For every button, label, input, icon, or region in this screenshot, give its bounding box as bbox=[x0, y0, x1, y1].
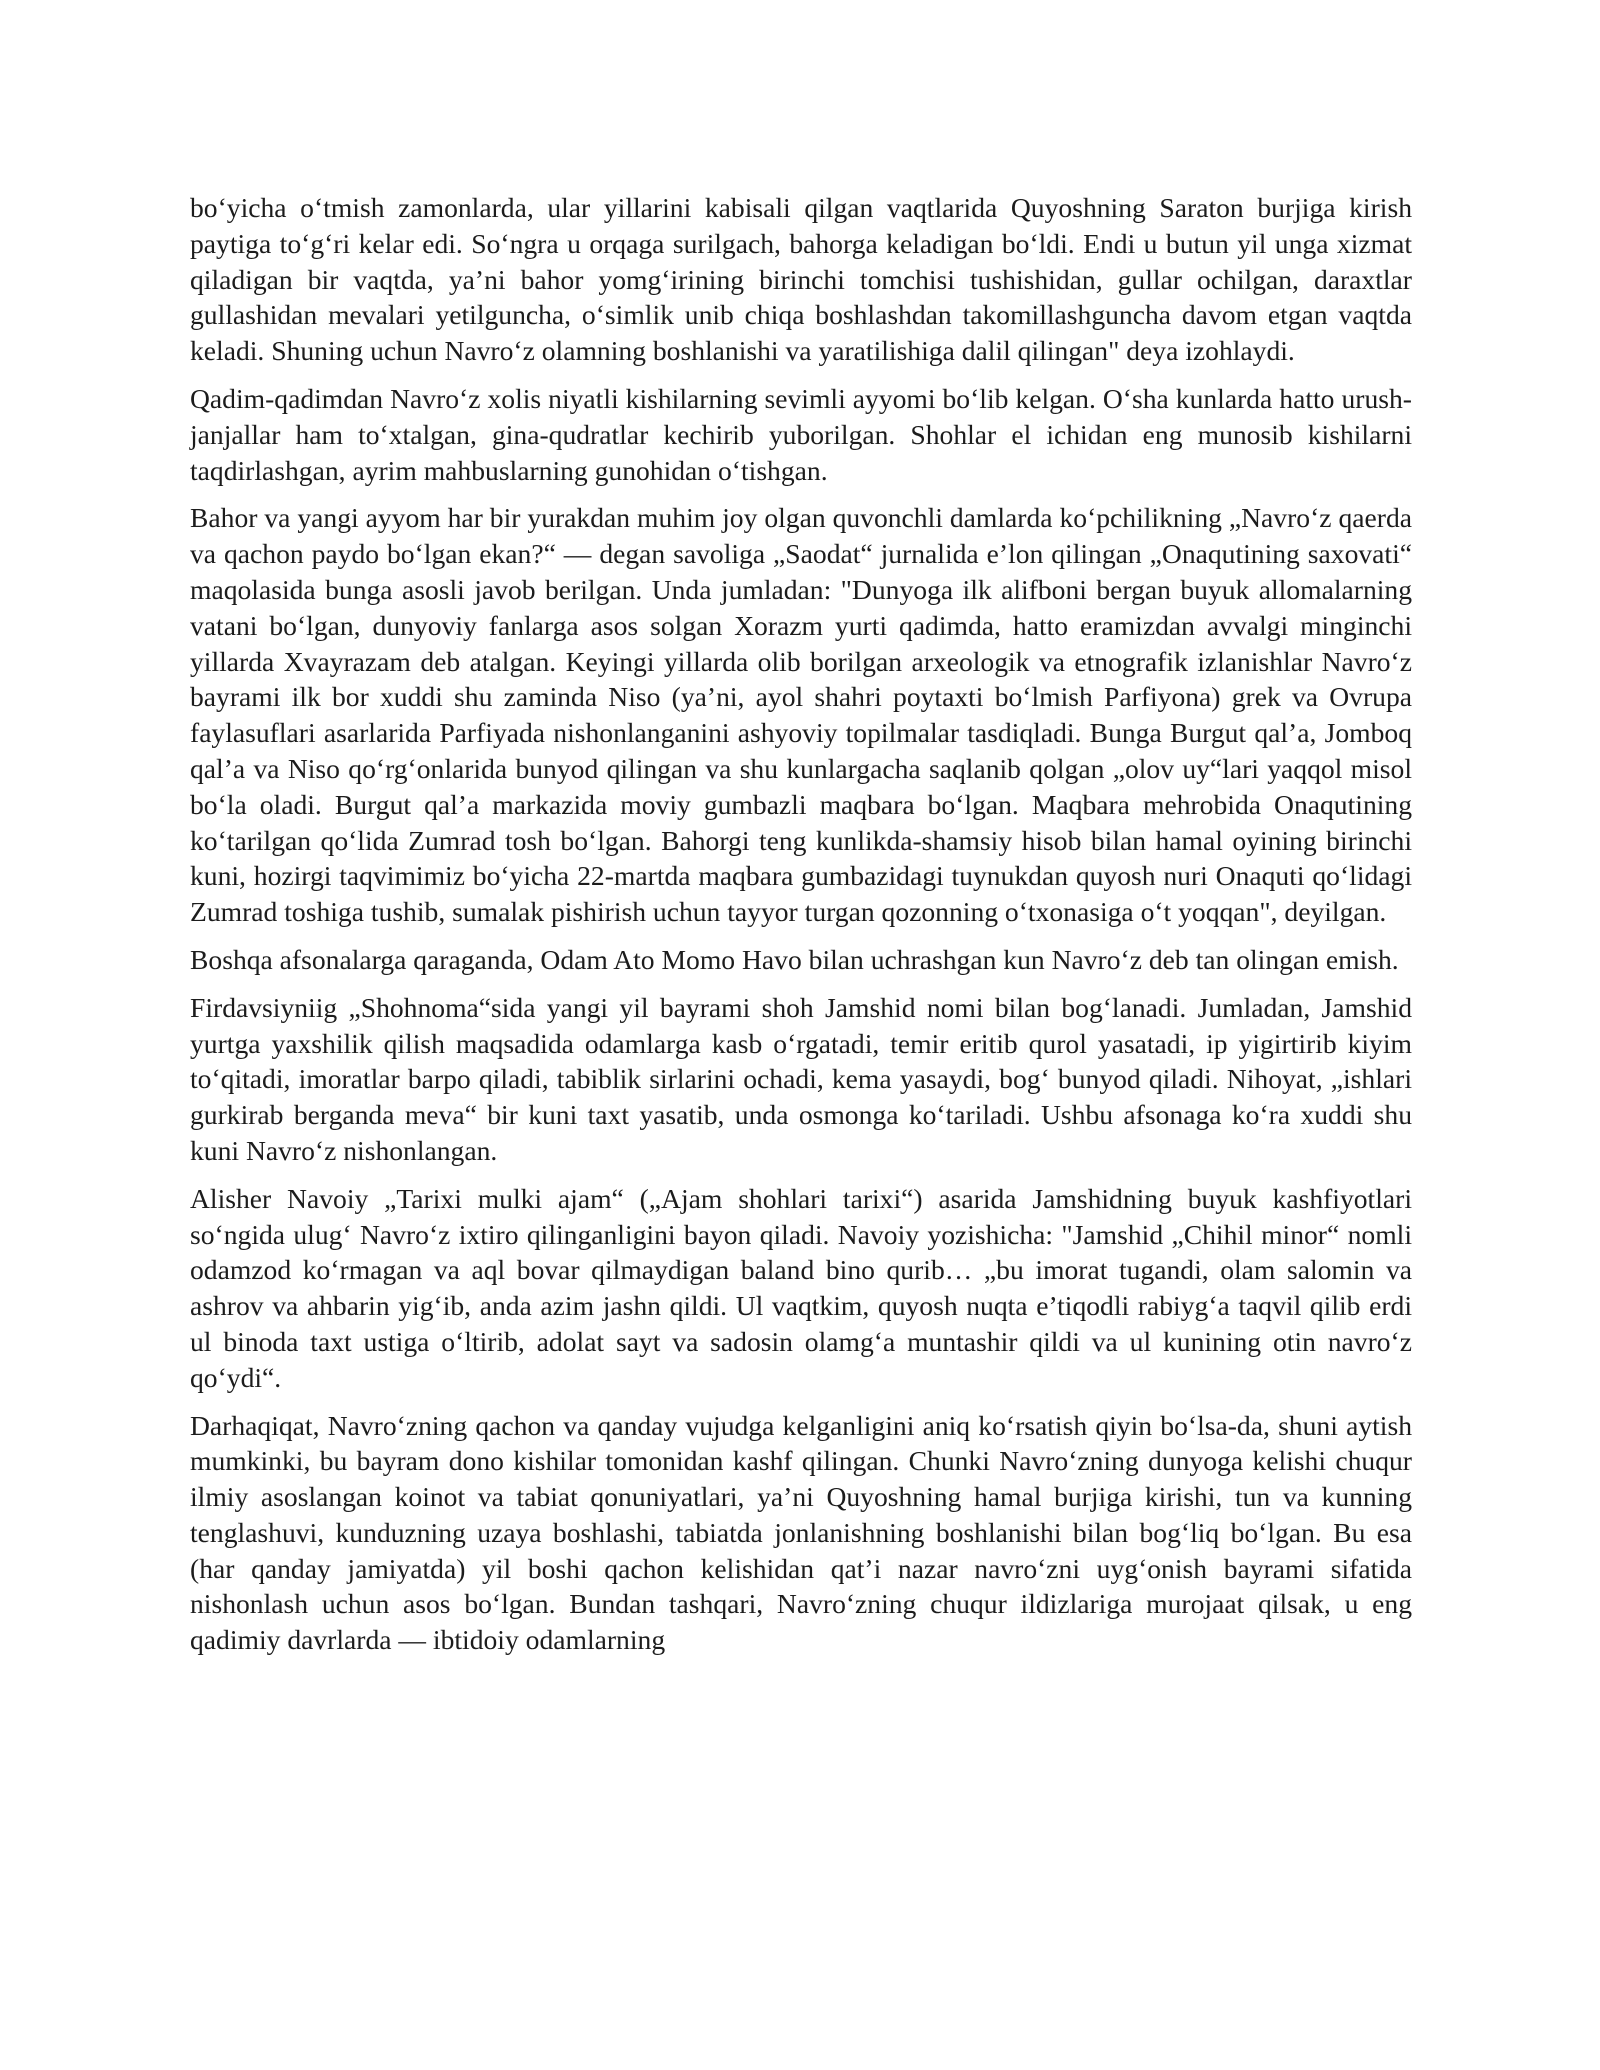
paragraph-4: Boshqa afsonalarga qaraganda, Odam Ato Momo Havo bilan uchrashgan kun Navro‘z deb tan olingan emish. bbox=[190, 943, 1399, 975]
paragraph-3: Bahor va yangi ayyom har bir yurakdan muhim joy olgan quvonchli damlarda ko‘pchilikning „Navro‘z qaerda va qachon paydo bo‘lgan ekan?“ — degan savoliga „Saodat“ jurnalida e’lon qilingan „Onaqutining saxovati“ maqolasida bunga asosli javob berilgan. Unda jumladan: "Dunyoga ilk alifboni bergan buyuk allomalarning vatani bo‘lgan, dunyoviy fanlarga asos solgan Xorazm yurti qadimda, hatto eramizdan avvalgi minginchi yillarda Xvayrazam deb atalgan. Keyingi yillarda olib borilgan arxeologik va etnografik izlanishlar Navro‘z bayrami ilk bor xuddi shu zaminda Niso (ya’ni, ayol shahri poytaxti bo‘lmish Parfiyona) grek va Ovrupa faylasuflari asarlarida Parfiyada nishonlanganini ashyoviy topilmalar tasdiqladi. Bunga Burgut qal’a, Jomboq qal’a va Niso qo‘rg‘onlarida bunyod qilingan va shu kunlargacha saqlanib qolgan „olov uy“lari yaqqol misol bo‘la oladi. Burgut qal’a markazida moviy gumbazli maqbara bo‘lgan. Maqbara mehrobida Onaqutining ko‘tarilgan qo‘lida Zumrad tosh bo‘lgan. Bahorgi teng kunlikda-shamsiy hisob bilan hamal oyining birinchi kuni, hozirgi taqvimimiz bo‘yicha 22-martda maqbara gumbazidagi tuynukdan quyosh nuri Onaquti qo‘lidagi Zumrad toshiga tushib, sumalak pishirish uchun tayyor turgan qozonning o‘txonasiga o‘t yoqqan", deyilgan. bbox=[190, 502, 1412, 928]
paragraph-2: Qadim-qadimdan Navro‘z xolis niyatli kishilarning sevimli ayyomi bo‘lib kelgan. O‘sha kunlarda hatto urush-janjallar ham to‘xtalgan, gina-qudratlar kechirib yuborilgan. Shohlar el ichidan eng munosib kishilarni taqdirlashgan, ayrim mahbuslarning gunohidan o‘tishgan. bbox=[190, 382, 1412, 486]
document-page bbox=[190, 190, 1412, 1670]
paragraph-5: Firdavsiyniig „Shohnoma“sida yangi yil bayrami shoh Jamshid nomi bilan bog‘lanadi. Jumladan, Jamshid yurtga yaxshilik qilish maqsadida odamlarga kasb o‘rgatadi, temir eritib qurol yasatadi, ip yigirtirib kiyim to‘qitadi, imoratlar barpo qiladi, tabiblik sirlarini ochadi, kema yasaydi, bog‘ bunyod qiladi. Nihoyat, „ishlari gurkirab berganda meva“ bir kuni taxt yasatib, unda osmonga ko‘tariladi. Ushbu afsonaga ko‘ra xuddi shu kuni Navro‘z nishonlangan. bbox=[190, 991, 1412, 1166]
paragraph-7: Darhaqiqat, Navro‘zning qachon va qanday vujudga kelganligini aniq ko‘rsatish qiyin bo‘lsa-da, shuni aytish mumkinki, bu bayram dono kishilar tomonidan kashf qilingan. Chunki Navro‘zning dunyoga kelishi chuqur ilmiy asoslangan koinot va tabiat qonuniyatlari, ya’ni Quyoshning hamal burjiga kirishi, tun va kunning tenglashuvi, kunduzning uzaya boshlashi, tabiatda jonlanishning boshlanishi bilan bog‘liq bo‘lgan. Bu esa (har qanday jamiyatda) yil boshi qachon kelishidan qat’i nazar navro‘zni uyg‘onish bayrami sifatida nishonlash uchun asos bo‘lgan. Bundan tashqari, Navro‘zning chuqur ildizlariga murojaat qilsak, u eng qadimiy davrlarda — ibtidoiy odamlarning bbox=[190, 1409, 1412, 1656]
paragraph-6: Alisher Navoiy „Tarixi mulki ajam“ („Ajam shohlari tarixi“) asarida Jamshidning buyuk kashfiyotlari so‘ngida ulug‘ Navro‘z ixtiro qilinganligini bayon qiladi. Navoiy yozishicha: "Jamshid „Chihil minor“ nomli odamzod ko‘rmagan va aql bovar qilmaydigan baland bino qurib… „bu imorat tugandi, olam salomin va ashrov va ahbarin yig‘ib, anda azim jashn qildi. Ul vaqtkim, quyosh nuqta e’tiqodli rabiyg‘a taqvil qilib erdi ul binoda taxt ustiga o‘ltirib, adolat sayt va sadosin olamg‘a muntashir qildi va ul kunining otin navro‘z qo‘ydi“. bbox=[190, 1182, 1412, 1393]
paragraph-1: bo‘yicha o‘tmish zamonlarda, ular yillarini kabisali qilgan vaqtlarida Quyoshning Saraton burjiga kirish paytiga to‘g‘ri kelar edi. So‘ngra u orqaga surilgach, bahorga keladigan bo‘ldi. Endi u butun yil unga xizmat qiladigan bir vaqtda, ya’ni bahor yomg‘irining birinchi tomchisi tushishidan, gullar ochilgan, daraxtlar gullashidan mevalari yetilguncha, o‘simlik unib chiqa boshlashdan takomillashguncha davom etgan vaqtda keladi. Shuning uchun Navro‘z olamning boshlanishi va yaratilishiga dalil qilingan" deya izohlaydi. bbox=[190, 192, 1412, 367]
